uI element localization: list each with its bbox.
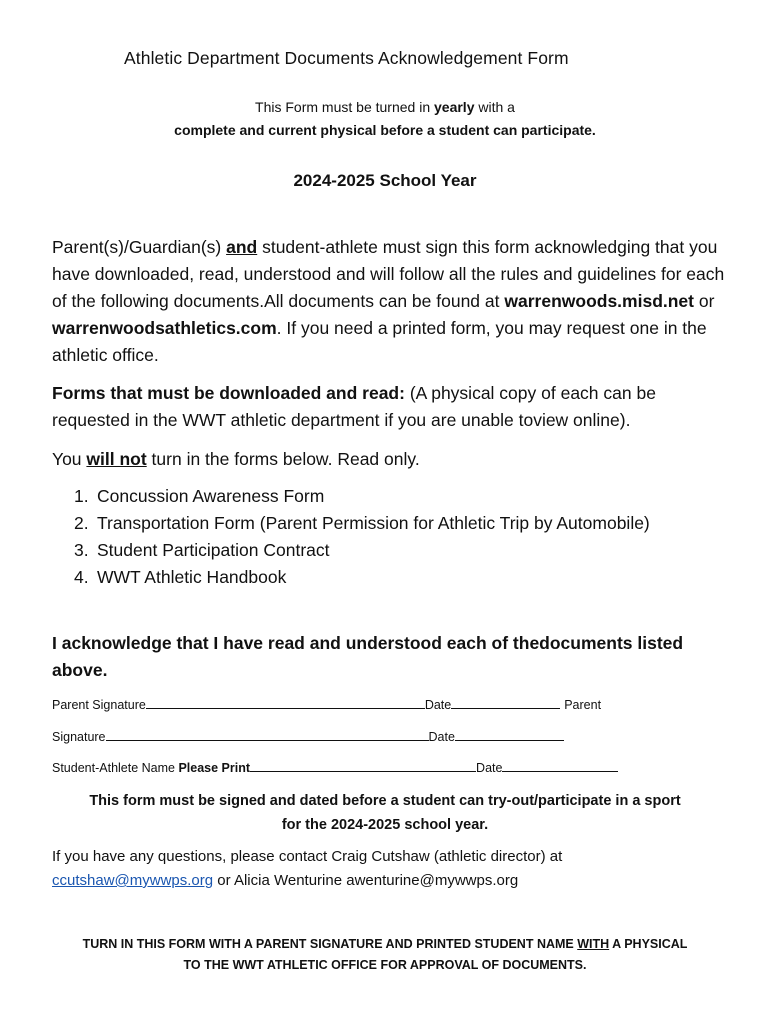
parent-date-field[interactable] [451, 695, 560, 709]
second-date-field[interactable] [455, 727, 564, 741]
list-item: 3. Student Participation Contract [74, 540, 330, 560]
list-item: 1. Concussion Awareness Form [74, 486, 325, 506]
athletic-director-email-link[interactable]: ccutshaw@mywwps.org [52, 872, 214, 889]
instructions-paragraph: Parent(s)/Guardian(s) and student-athlete must sign this form acknowledging that you have downloaded, read, understood and will follow all the rules and guidelines for each of the following documents.All documents can be found at warrenwoods.misd.net or warrenwoodsathletics.com. If you need a printed form, you may request one in the athletic office. [52, 237, 725, 365]
student-name-field[interactable] [250, 758, 476, 772]
school-year-heading: 2024-2025 School Year [293, 171, 477, 190]
forms-to-read-paragraph: Forms that must be downloaded and read: (A physical copy of each can be requested in the WWT athletic department if you are unable toview online). [52, 383, 656, 430]
district-website: warrenwoods.misd.net [504, 291, 694, 311]
form-title: Athletic Department Documents Acknowledgement Form [124, 48, 569, 68]
turn-in-instructions: TURN IN THIS FORM WITH A PARENT SIGNATURE AND PRINTED STUDENT NAME WITH A PHYSICAL TO THE WWT ATHLETIC OFFICE FOR APPROVAL OF DOCUMENTS. [82, 937, 688, 972]
list-item: 4. WWT Athletic Handbook [74, 567, 287, 587]
contact-info: If you have any questions, please contact Craig Cutshaw (athletic director) at ccutshaw@mywwps.org or Alicia Wenturine awenturine@mywwps.org [52, 848, 563, 889]
list-item: 2. Transportation Form (Parent Permission for Athletic Trip by Automobile) [74, 513, 650, 533]
student-date-field[interactable] [502, 758, 618, 772]
acknowledgement-statement: I acknowledge that I have read and understood each of thedocuments listed above. [52, 633, 684, 680]
second-signature-field[interactable] [106, 727, 429, 741]
parent-signature-row: Parent Signature Date Parent [52, 695, 601, 712]
deadline-notice: This form must be signed and dated before a student can try-out/participate in a sport for the 2024-2025 school year. [89, 793, 681, 833]
documents-list [52, 483, 712, 591]
and-emphasis: and [226, 237, 258, 257]
second-signature-row: Signature Date [52, 727, 564, 744]
athletics-website: warrenwoodsathletics.com [52, 318, 277, 338]
read-only-paragraph: You will not turn in the forms below. Read only. [52, 449, 420, 469]
will-not-emphasis: will not [86, 449, 147, 469]
intro-line-2: complete and current physical before a student can participate. [174, 122, 596, 138]
parent-signature-field[interactable] [146, 695, 425, 709]
student-name-row: Student-Athlete Name Please Print Date [52, 758, 618, 775]
yearly-emphasis: yearly [434, 99, 475, 115]
intro-line-1: This Form must be turned in yearly with a [255, 99, 515, 115]
